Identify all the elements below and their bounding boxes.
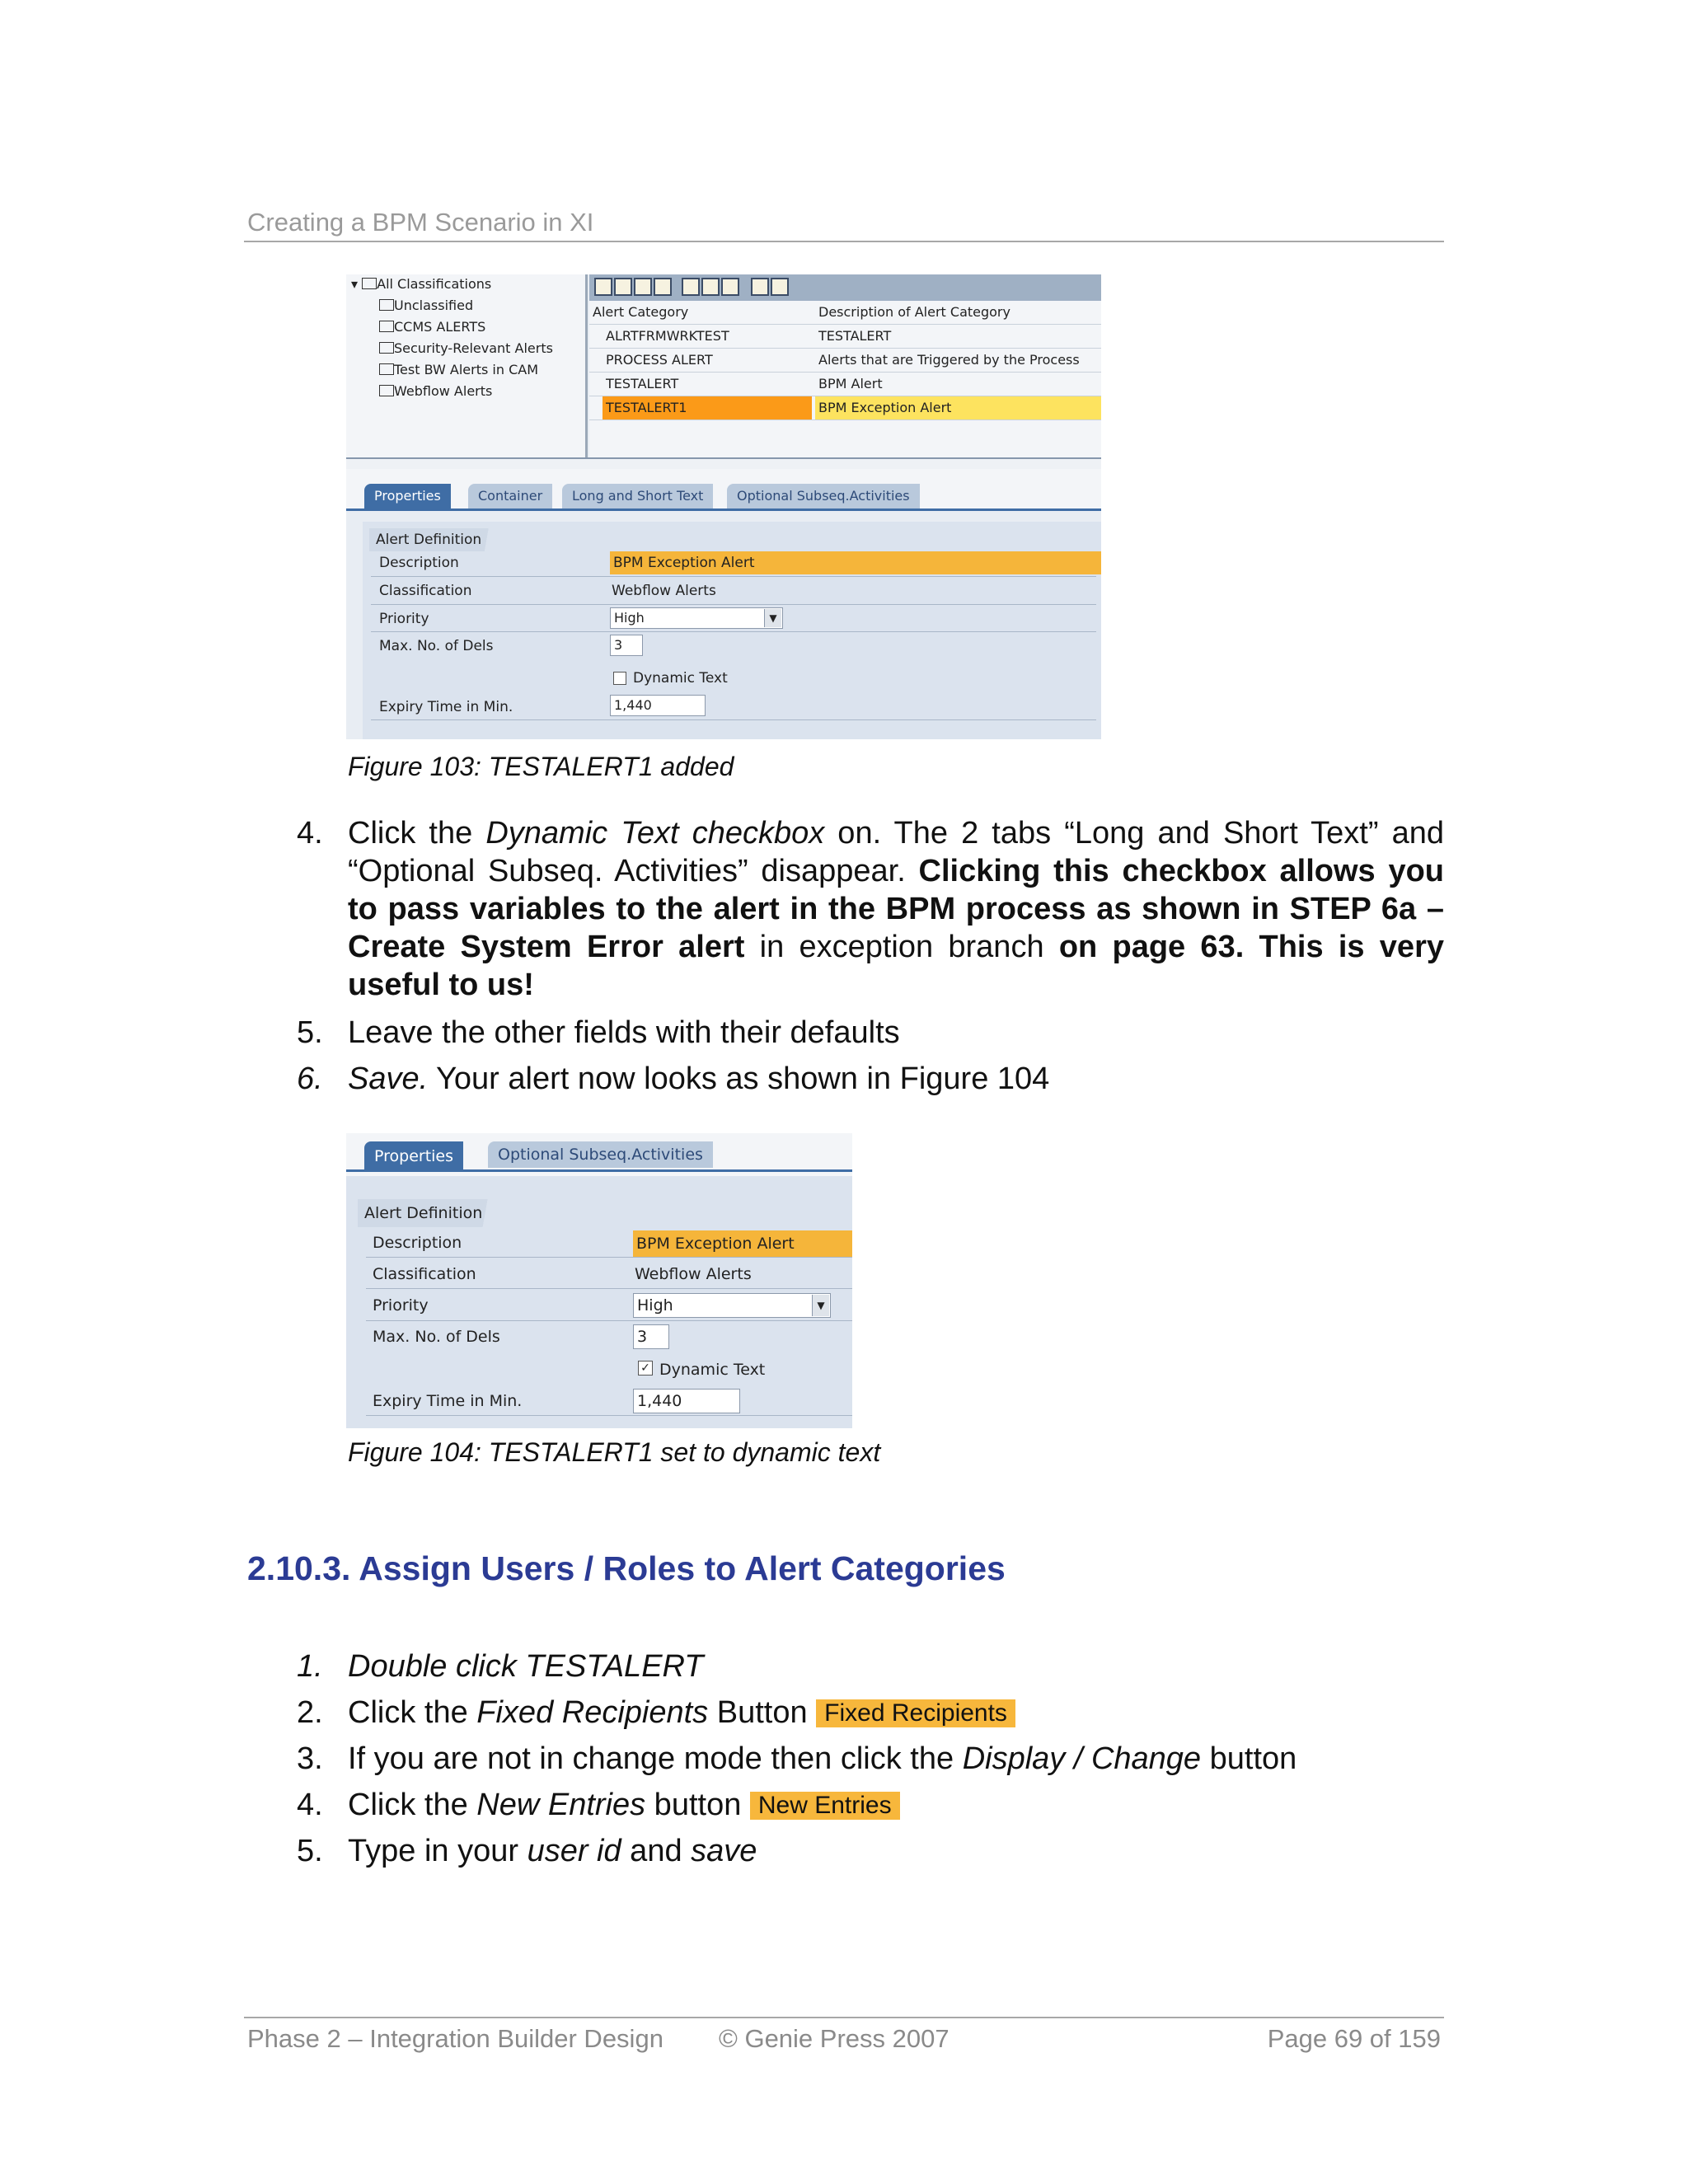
alert-definition-form <box>363 522 1101 739</box>
tree-item[interactable]: Test BW Alerts in CAM <box>379 362 538 377</box>
description-label: Description <box>373 1234 462 1252</box>
copy-icon[interactable] <box>614 278 632 296</box>
fixed-recipients-button: Fixed Recipients <box>816 1699 1015 1727</box>
grid-cell[interactable]: ALRTFRMWRKTEST <box>606 328 729 344</box>
delete-icon[interactable] <box>634 278 652 296</box>
grid-cell[interactable]: TESTALERT <box>606 376 679 391</box>
grid-cell[interactable]: TESTALERT <box>818 328 892 344</box>
tree-item[interactable]: Security-Relevant Alerts <box>379 340 553 356</box>
layout-icon[interactable] <box>751 278 769 296</box>
grid-cell[interactable]: BPM Alert <box>818 376 883 391</box>
tab-container[interactable]: Container <box>468 484 552 509</box>
sum-icon[interactable] <box>721 278 739 296</box>
expiry-input[interactable]: 1,440 <box>633 1389 740 1413</box>
footer-left: Phase 2 – Integration Builder Design <box>247 2024 663 2053</box>
figure-103-caption: Figure 103: TESTALERT1 added <box>348 752 734 781</box>
alv-toolbar <box>589 274 1101 301</box>
grid-cell-selected[interactable]: TESTALERT1 <box>606 400 687 415</box>
section-heading: 2.10.3. Assign Users / Roles to Alert Categories <box>247 1549 1006 1587</box>
figure-104-screenshot <box>346 1133 852 1428</box>
tab-strip <box>346 469 1101 510</box>
find-icon[interactable] <box>654 278 672 296</box>
expiry-label: Expiry Time in Min. <box>379 699 513 715</box>
max-dels-label: Max. No. of Dels <box>379 638 494 654</box>
classification-value: Webflow Alerts <box>612 583 716 599</box>
tab-long-short-text[interactable]: Long and Short Text <box>562 484 713 509</box>
sort-ascending-icon[interactable] <box>682 278 700 296</box>
footer-page-number: Page 69 of 159 <box>1267 2024 1441 2053</box>
dynamic-text-checkbox-checked[interactable]: ✓ <box>638 1361 653 1376</box>
print-icon[interactable] <box>771 278 789 296</box>
grid-header-description: Description of Alert Category <box>818 304 1010 320</box>
grid-cell-selected[interactable]: BPM Exception Alert <box>818 400 952 415</box>
footer-rule <box>244 2017 1444 2018</box>
expiry-label: Expiry Time in Min. <box>373 1392 523 1410</box>
max-dels-input[interactable]: 3 <box>610 635 643 656</box>
section-label: Alert Definition <box>369 528 514 551</box>
tab-properties[interactable]: Properties <box>364 1141 463 1171</box>
tab-properties[interactable]: Properties <box>364 484 451 509</box>
running-header: Creating a BPM Scenario in XI <box>247 208 594 237</box>
dynamic-text-label: Dynamic Text <box>633 670 728 687</box>
description-label: Description <box>379 555 459 571</box>
max-dels-input[interactable]: 3 <box>633 1324 669 1349</box>
description-field[interactable]: BPM Exception Alert <box>610 551 1101 574</box>
tab-optional-activities[interactable]: Optional Subseq.Activities <box>727 484 920 509</box>
details-icon[interactable] <box>594 278 612 296</box>
classification-value: Webflow Alerts <box>635 1265 752 1283</box>
chevron-down-icon[interactable]: ▼ <box>812 1295 829 1316</box>
classification-label: Classification <box>373 1265 476 1283</box>
new-entries-button: New Entries <box>750 1792 900 1820</box>
tree-item[interactable]: CCMS ALERTS <box>379 319 485 335</box>
dynamic-text-checkbox[interactable] <box>613 672 626 685</box>
alert-category-grid <box>589 301 1101 457</box>
tree-item[interactable]: Webflow Alerts <box>379 383 492 399</box>
dynamic-text-label: Dynamic Text <box>659 1361 766 1379</box>
chevron-down-icon[interactable]: ▼ <box>764 609 781 627</box>
grid-cell[interactable]: PROCESS ALERT <box>606 352 713 368</box>
priority-label: Priority <box>373 1296 429 1315</box>
classification-tree <box>346 274 588 457</box>
priority-dropdown[interactable]: High ▼ <box>610 607 783 629</box>
grid-cell[interactable]: Alerts that are Triggered by the Process <box>818 352 1080 368</box>
tree-root[interactable]: ▾ All Classifications <box>351 276 492 292</box>
max-dels-label: Max. No. of Dels <box>373 1328 500 1346</box>
classification-label: Classification <box>379 583 472 599</box>
tab-optional-activities[interactable]: Optional Subseq.Activities <box>488 1141 713 1168</box>
tree-item[interactable]: Unclassified <box>379 298 473 313</box>
priority-dropdown[interactable]: High ▼ <box>633 1293 831 1318</box>
description-field[interactable]: BPM Exception Alert <box>633 1230 852 1257</box>
filter-icon[interactable] <box>701 278 720 296</box>
header-rule <box>244 241 1444 242</box>
footer-center: © Genie Press 2007 <box>719 2024 950 2053</box>
section-label: Alert Definition <box>358 1199 515 1227</box>
expiry-input[interactable]: 1,440 <box>610 695 706 716</box>
grid-header-category: Alert Category <box>593 304 689 320</box>
priority-label: Priority <box>379 611 429 627</box>
figure-103-screenshot <box>346 274 1101 739</box>
figure-104-caption: Figure 104: TESTALERT1 set to dynamic text <box>348 1437 881 1467</box>
